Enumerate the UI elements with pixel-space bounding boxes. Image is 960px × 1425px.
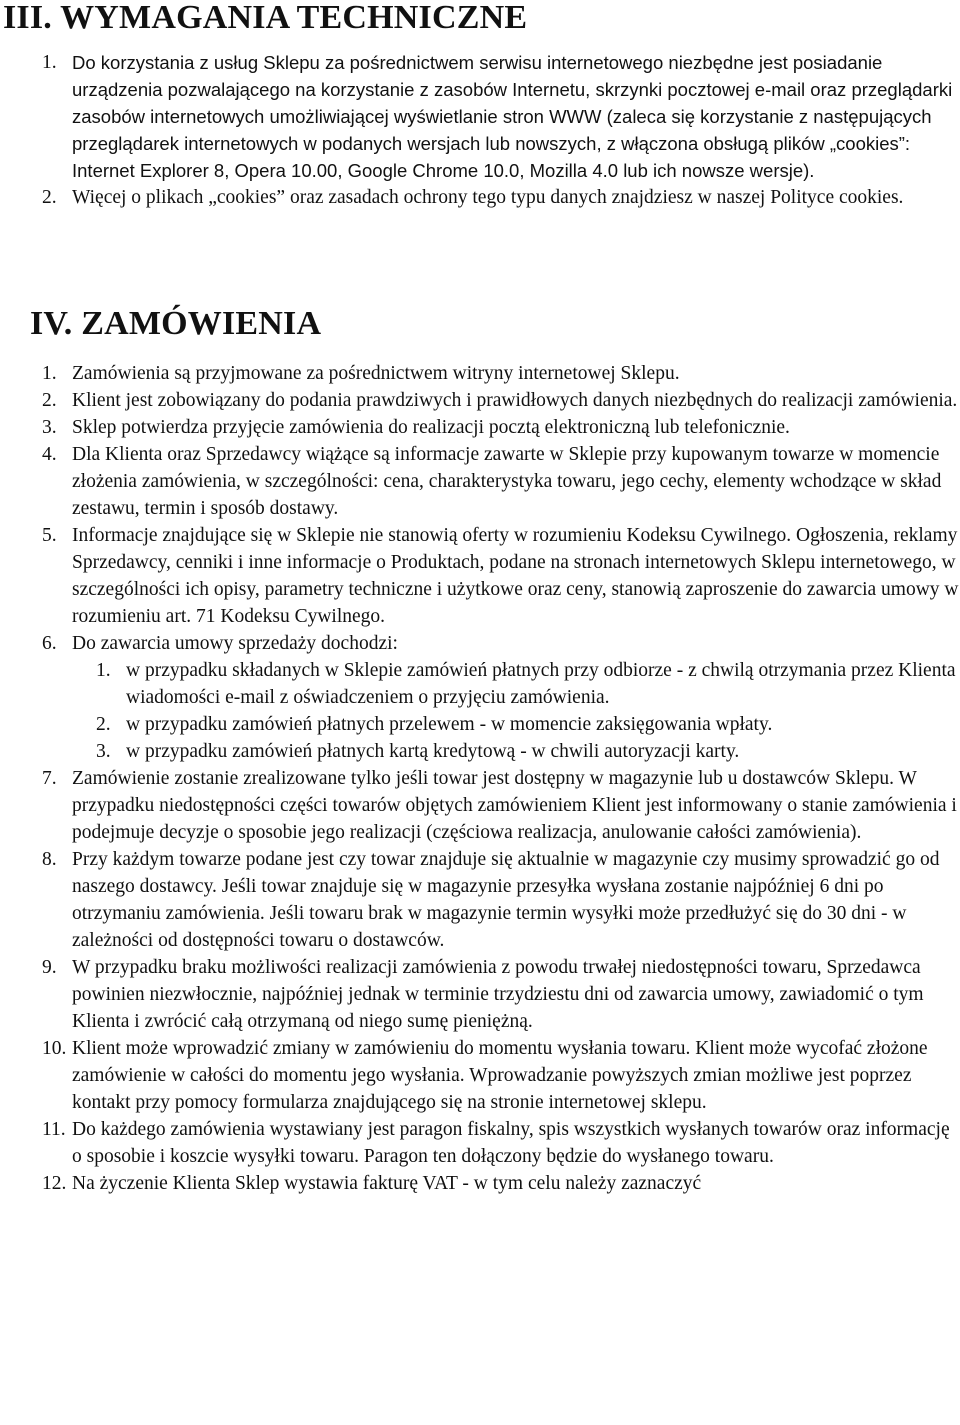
subitem-number: 1. bbox=[96, 660, 111, 681]
list-item bbox=[42, 765, 960, 846]
list-item bbox=[42, 630, 960, 765]
contract-conclusion-sublist bbox=[96, 657, 960, 765]
item-number: 1. bbox=[42, 52, 57, 73]
item-text: Więcej o plikach „cookies” oraz zasadach ochrony tego typu danych znajdziesz w naszej Polityce cookies. bbox=[72, 187, 904, 208]
item-text: Zamówienia są przyjmowane za pośrednictwem witryny internetowej Sklepu. bbox=[72, 363, 680, 384]
item-number: 4. bbox=[42, 444, 57, 465]
list-item bbox=[42, 387, 960, 414]
item-number: 6. bbox=[42, 633, 57, 654]
sublist-item bbox=[96, 657, 960, 711]
item-number: 2. bbox=[42, 187, 57, 208]
item-number: 2. bbox=[42, 390, 57, 411]
list-item bbox=[42, 1170, 960, 1197]
item-text: W przypadku braku możliwości realizacji zamówienia z powodu trwałej niedostępności towaru, Sprzedawca powinien niezwłocznie, najpóźniej jednak w terminie trzydziestu dni od zawarcia umowy, zawiadomić o tym Klienta i zwrócić całą otrzymaną od niego sumę pieniężną. bbox=[72, 957, 924, 1032]
item-number: 7. bbox=[42, 768, 57, 789]
item-text: Do korzystania z usług Sklepu za pośrednictwem serwisu internetowego niezbędne jest posiadanie urządzenia pozwalającego na korzystanie z zasobów Internetu, skrzynki pocztowej e-mail oraz przeglądarki zasobów internetowych umożliwiającej wyświetlanie stron WWW (zaleca się korzystanie z następujących przeglądarek internetowych w podanych wersjach lub nowszych, z włączona obsługą plików „cookies”: Internet Explorer 8, Opera 10.00, Google Chrome 10.0, Mozilla 4.0 lub ich nowsze wersje). bbox=[72, 52, 953, 181]
subitem-number: 2. bbox=[96, 714, 111, 735]
section-heading-orders: IV. ZAMÓWIENIA bbox=[30, 305, 322, 342]
sublist-item bbox=[96, 738, 960, 765]
item-number: 3. bbox=[42, 417, 57, 438]
list-item bbox=[42, 954, 960, 1035]
list-item bbox=[42, 1116, 960, 1170]
item-number: 1. bbox=[42, 363, 57, 384]
item-number: 10. bbox=[42, 1038, 67, 1059]
list-item bbox=[42, 846, 960, 954]
technical-requirements-list bbox=[42, 49, 960, 211]
item-text: Zamówienie zostanie zrealizowane tylko jeśli towar jest dostępny w magazynie lub u dostawców Sklepu. W przypadku niedostępności części towarów objętych zamówieniem Klient jest informowany o stanie zamówienia i podejmuje decyzje o sposobie jego realizacji (częściowa realizacja, anulowanie całości zamówienia). bbox=[72, 768, 957, 843]
list-item bbox=[42, 360, 960, 387]
item-text: Sklep potwierdza przyjęcie zamówienia do realizacji pocztą elektroniczną lub telefonicznie. bbox=[72, 417, 790, 438]
item-text: Na życzenie Klienta Sklep wystawia fakturę VAT - w tym celu należy zaznaczyć bbox=[72, 1173, 702, 1194]
list-item bbox=[42, 49, 960, 184]
item-number: 9. bbox=[42, 957, 57, 978]
item-number: 5. bbox=[42, 525, 57, 546]
item-text: Przy każdym towarze podane jest czy towar znajduje się aktualnie w magazynie czy musimy sprowadzić go od naszego dostawcy. Jeśli towar znajduje się w magazynie przesyłka wysłana zostanie najpóźniej 6 dni po otrzymaniu zamówienia. Jeśli towaru brak w magazynie termin wysyłki może przedłużyć się do 30 dni - w zależności od dostępności towaru o dostawców. bbox=[72, 849, 940, 951]
item-number: 8. bbox=[42, 849, 57, 870]
list-item bbox=[42, 1035, 960, 1116]
item-number: 12. bbox=[42, 1173, 67, 1194]
sublist-item bbox=[96, 711, 960, 738]
subitem-number: 3. bbox=[96, 741, 111, 762]
item-number: 11. bbox=[42, 1119, 66, 1140]
item-text: Do każdego zamówienia wystawiany jest paragon fiskalny, spis wszystkich wysłanych towarów oraz informację o sposobie i koszcie wysyłki towaru. Paragon ten dołączony będzie do wysłanego towaru. bbox=[72, 1119, 950, 1167]
item-text: Do zawarcia umowy sprzedaży dochodzi: bbox=[72, 633, 398, 654]
item-text: Klient może wprowadzić zmiany w zamówieniu do momentu wysłania towaru. Klient może wycofać złożone zamówienie w całości do momentu jego wysłania. Wprowadzanie powyższych zmian możliwe jest poprzez kontakt przy pomocy formularza znajdującego się na stronie internetowej sklepu. bbox=[72, 1038, 928, 1113]
item-text: Dla Klienta oraz Sprzedawcy wiążące są informacje zawarte w Sklepie przy kupowanym towarze w momencie złożenia zamówienia, w szczególności: cena, charakterystyka towaru, jego cechy, elementy wchodzące w skład zestawu, termin i sposób dostawy. bbox=[72, 444, 942, 519]
item-text: Informacje znajdujące się w Sklepie nie stanowią oferty w rozumieniu Kodeksu Cywilnego. Ogłoszenia, reklamy Sprzedawcy, cenniki i inne informacje o Produktach, podane na stronach internetowych Sklepu internetowego, w szczególności ich opisy, parametry techniczne i użytkowe oraz ceny, stanowią zaproszenie do zawarcia umowy w rozumieniu art. 71 Kodeksu Cywilnego. bbox=[72, 525, 959, 627]
subitem-text: w przypadku zamówień płatnych kartą kredytową - w chwili autoryzacji karty. bbox=[126, 741, 740, 762]
orders-list bbox=[42, 360, 960, 1197]
list-item bbox=[42, 522, 960, 630]
list-item bbox=[42, 184, 960, 211]
subitem-text: w przypadku składanych w Sklepie zamówień płatnych przy odbiorze - z chwilą otrzymania przez Klienta wiadomości e-mail z oświadczeniem o przyjęciu zamówienia. bbox=[126, 660, 956, 708]
section-heading-technical-requirements: III. WYMAGANIA TECHNICZNE bbox=[3, 0, 528, 36]
list-item bbox=[42, 414, 960, 441]
subitem-text: w przypadku zamówień płatnych przelewem - w momencie zaksięgowania wpłaty. bbox=[126, 714, 773, 735]
list-item bbox=[42, 441, 960, 522]
item-text: Klient jest zobowiązany do podania prawdziwych i prawidłowych danych niezbędnych do realizacji zamówienia. bbox=[72, 390, 958, 411]
